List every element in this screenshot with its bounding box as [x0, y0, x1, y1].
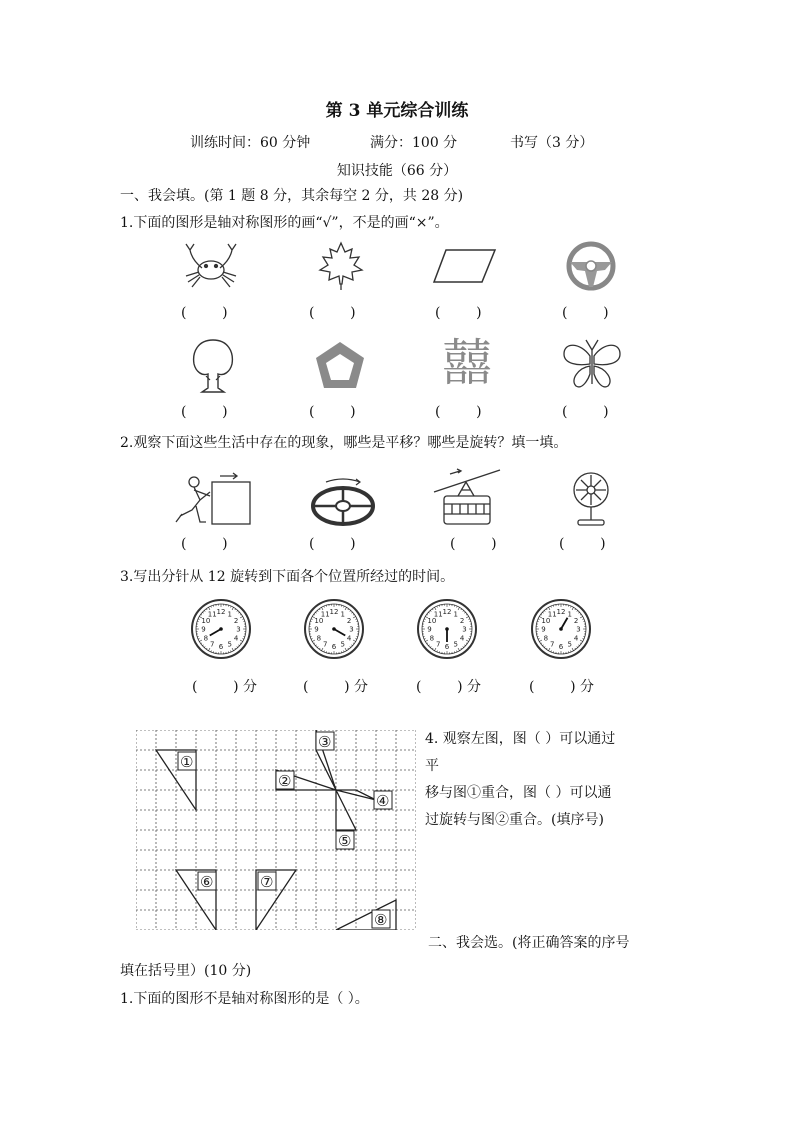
svg-text:4: 4	[573, 634, 579, 643]
butterfly-icon	[560, 336, 624, 392]
part2-heading-cont: 填在括号里）(10 分)	[120, 963, 252, 979]
svg-text:11: 11	[320, 610, 330, 619]
svg-text:9: 9	[314, 625, 319, 634]
svg-text:12: 12	[216, 608, 226, 616]
svg-text:12: 12	[442, 608, 452, 616]
electric-fan-icon	[568, 470, 614, 528]
question-4-line3: 移与图①重合，图（ ）可以通	[425, 785, 612, 801]
cable-car-icon	[432, 466, 502, 528]
answer-blank[interactable]: ( )	[435, 305, 482, 321]
svg-text:3: 3	[236, 625, 241, 634]
section-knowledge: 知识技能（66 分）	[336, 163, 458, 179]
svg-text:10: 10	[314, 616, 324, 625]
svg-text:7: 7	[436, 640, 441, 649]
answer-blank[interactable]: ( )	[309, 404, 356, 420]
svg-text:4: 4	[233, 634, 239, 643]
svg-text:6: 6	[558, 643, 564, 651]
svg-text:2: 2	[233, 616, 239, 625]
svg-text:3: 3	[349, 625, 354, 634]
label-2: ②	[278, 772, 292, 790]
svg-text:2: 2	[573, 616, 579, 625]
label-5: ⑤	[338, 832, 352, 850]
answer-blank[interactable]: ( )	[181, 536, 228, 552]
steering-wheel-rotation-icon	[306, 474, 380, 528]
answer-blank[interactable]: ( )	[562, 305, 609, 321]
writing-score-label: 书写（3 分）	[510, 135, 594, 151]
svg-text:8: 8	[203, 634, 209, 643]
label-3: ③	[318, 733, 332, 751]
svg-text:9: 9	[427, 625, 432, 634]
question-1: 1.下面的图形是轴对称图形的画“√”，不是的画“×”。	[120, 215, 449, 231]
question-4-line4: 过旋转与图②重合。(填序号)	[425, 812, 604, 828]
svg-text:2: 2	[346, 616, 352, 625]
svg-text:1: 1	[227, 610, 232, 619]
question-2: 2.观察下面这些生活中存在的现象，哪些是平移？哪些是旋转？填一填。	[120, 435, 568, 451]
part2-question-1: 1.下面的图形不是轴对称图形的是（ ）。	[120, 991, 369, 1007]
svg-text:1: 1	[340, 610, 345, 619]
clock-icon	[190, 598, 252, 660]
svg-text:6: 6	[218, 643, 224, 651]
answer-blank[interactable]: ( )	[181, 404, 228, 420]
svg-text:5: 5	[227, 640, 232, 649]
svg-text:8: 8	[316, 634, 322, 643]
full-score-label: 满分：100 分	[370, 135, 458, 151]
svg-text:10: 10	[427, 616, 437, 625]
svg-text:12: 12	[329, 608, 339, 616]
minute-answer-blank[interactable]: ( ) 分	[416, 679, 481, 695]
minute-answer-blank[interactable]: ( ) 分	[529, 679, 594, 695]
label-6: ⑥	[200, 873, 214, 891]
svg-text:10: 10	[541, 616, 551, 625]
question-3: 3.写出分针从 12 旋转到下面各个位置所经过的时间。	[120, 569, 455, 585]
minute-answer-blank[interactable]: ( ) 分	[303, 679, 368, 695]
answer-blank[interactable]: ( )	[435, 404, 482, 420]
svg-text:7: 7	[210, 640, 215, 649]
svg-text:5: 5	[340, 640, 345, 649]
svg-text:3: 3	[576, 625, 581, 634]
answer-blank[interactable]: ( )	[309, 536, 356, 552]
svg-text:10: 10	[201, 616, 211, 625]
svg-text:9: 9	[201, 625, 206, 634]
svg-text:7: 7	[323, 640, 328, 649]
grid-figure	[136, 730, 416, 930]
minute-answer-blank[interactable]: ( ) 分	[192, 679, 257, 695]
pentagon-icon	[312, 338, 368, 392]
clock-icon	[303, 598, 365, 660]
svg-text:1: 1	[567, 610, 572, 619]
answer-blank[interactable]: ( )	[309, 305, 356, 321]
double-happiness-icon: 囍	[442, 334, 492, 392]
answer-blank[interactable]: ( )	[181, 305, 228, 321]
clock-icon	[416, 598, 478, 660]
svg-text:12: 12	[556, 608, 566, 616]
answer-blank[interactable]: ( )	[559, 536, 606, 552]
svg-text:8: 8	[429, 634, 435, 643]
svg-text:2: 2	[459, 616, 465, 625]
part2-heading: 二、我会选。(将正确答案的序号	[428, 935, 630, 951]
page-title: 第 3 单元综合训练	[325, 101, 469, 121]
svg-text:9: 9	[541, 625, 546, 634]
svg-text:7: 7	[550, 640, 555, 649]
crab-icon	[180, 240, 242, 292]
steering-wheel-icon	[565, 240, 617, 292]
clock-icon	[530, 598, 592, 660]
svg-text:6: 6	[331, 643, 337, 651]
question-4-line2: 平	[425, 758, 439, 774]
label-7: ⑦	[260, 873, 274, 891]
svg-text:11: 11	[547, 610, 557, 619]
answer-blank[interactable]: ( )	[450, 536, 497, 552]
svg-text:5: 5	[453, 640, 458, 649]
time-label: 训练时间：60 分钟	[190, 135, 311, 151]
svg-text:1: 1	[453, 610, 458, 619]
tree-icon	[188, 336, 238, 394]
question-4-line1: 4. 观察左图，图（ ）可以通过	[425, 731, 616, 747]
parallelogram-icon	[432, 246, 498, 286]
svg-text:11: 11	[207, 610, 217, 619]
leaf-icon	[315, 240, 367, 292]
svg-text:4: 4	[459, 634, 465, 643]
answer-blank[interactable]: ( )	[562, 404, 609, 420]
svg-text:6: 6	[444, 643, 450, 651]
svg-text:3: 3	[462, 625, 467, 634]
svg-text:8: 8	[543, 634, 549, 643]
part1-heading: 一、我会填。(第 1 题 8 分，其余每空 2 分，共 28 分)	[120, 188, 464, 204]
svg-text:11: 11	[433, 610, 443, 619]
svg-text:4: 4	[346, 634, 352, 643]
label-8: ⑧	[374, 911, 388, 929]
pushing-box-icon	[170, 470, 254, 528]
label-4: ④	[376, 792, 390, 810]
label-1: ①	[180, 753, 194, 771]
svg-text:5: 5	[567, 640, 572, 649]
